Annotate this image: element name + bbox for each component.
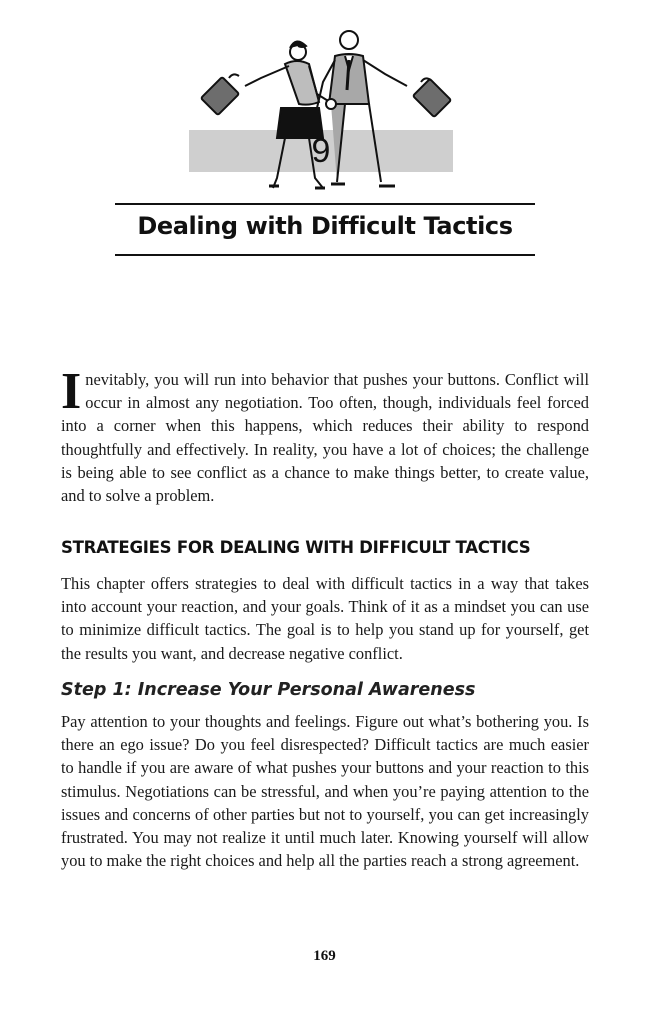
step-paragraph: Pay attention to your thoughts and feelings. Figure out what’s bothering you. Is there an ego issue? Do you feel disrespected? Difficult tactics are much easier to handle if you are aware of what pushes your buttons and your reaction to this stimulus. Negotiations can be stressful, and when you’re paying attention to the issues and concerns of other parties but not to yourself, you can get increasingly frustrated. You may not realize it until much later. Knowing yourself will allow you to make the right choices and help all the parties reach a strong agreement.: [61, 712, 589, 871]
briefcase-icon: [413, 78, 451, 117]
section-paragraph: This chapter offers strategies to deal with difficult tactics in a way that takes into account your reaction, and your goals. Think of it as a mindset you can use to minimize difficult tactics. The goal is to help you stand up for yourself, get the results you want, and decrease negative conflict.: [61, 574, 589, 663]
section-heading: STRATEGIES FOR DEALING WITH DIFFICULT TACTICS: [61, 538, 531, 557]
chapter-number: 9: [311, 132, 331, 170]
intro-text: nevitably, you will run into behavior that pushes your buttons. Conflict will occur in almost any negotiation. Too often, though, individuals feel forced into a corner when this happens, which reduces their ability to respond thoughtfully and effectively. In reality, you have a lot of choices; the challenge is being able to see conflict as a chance to make things better, to create value, and to solve a problem.: [61, 370, 589, 506]
page-number: 169: [313, 948, 336, 964]
title-rule-bottom: [115, 254, 535, 256]
title-rule-top: [115, 203, 535, 205]
step-heading: Step 1: Increase Your Personal Awareness: [61, 680, 476, 700]
handshake-illustration: [185, 26, 465, 198]
drop-cap: I: [61, 363, 82, 420]
chapter-title: Dealing with Difficult Tactics: [137, 212, 513, 240]
intro-paragraph: [61, 363, 589, 507]
briefcase-icon: [201, 74, 239, 115]
